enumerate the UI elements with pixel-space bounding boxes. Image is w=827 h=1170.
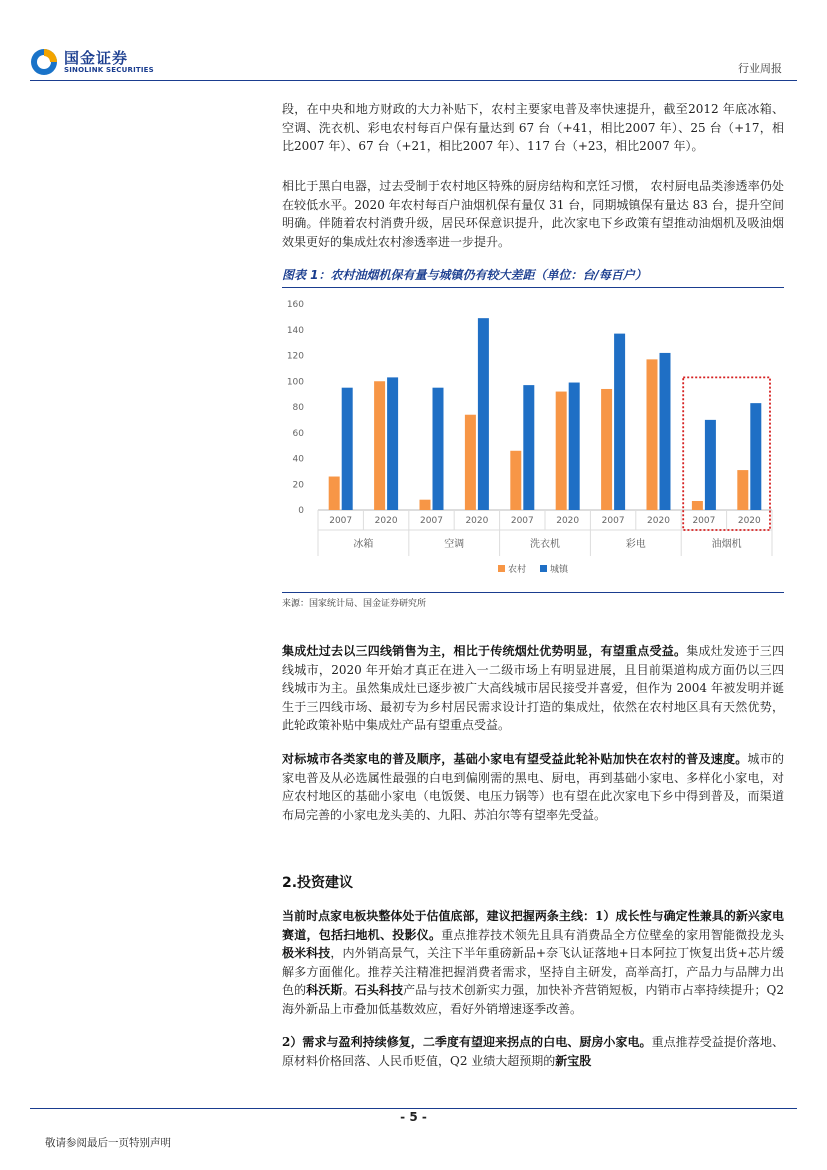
logo-text-en: SINOLINK SECURITIES bbox=[64, 66, 154, 74]
x-group-label: 空调 bbox=[444, 539, 465, 550]
bar-urban bbox=[660, 353, 671, 510]
bar-rural bbox=[465, 415, 476, 510]
figure-title: 图表 1：农村油烟机保有量与城镇仍有较大差距（单位：台/每百户） bbox=[282, 268, 647, 282]
bar-rural bbox=[420, 500, 431, 510]
report-type-label: 行业周报 bbox=[738, 62, 782, 75]
paragraph-5-text-3: 。 bbox=[342, 983, 355, 997]
paragraph-5-company-2: 科沃斯 bbox=[306, 983, 343, 997]
figure-title-divider bbox=[282, 287, 784, 288]
x-group-label: 油烟机 bbox=[711, 539, 742, 550]
y-tick-label: 20 bbox=[292, 480, 304, 491]
x-group-label: 冰箱 bbox=[353, 539, 374, 550]
x-tick-label: 2020 bbox=[647, 516, 670, 526]
paragraph-5-text-4: 产品与技术创新实力强，加快补齐营销短板，内销市占率持续提升；Q2 海外新品上市叠加低基数效应，看好外销增速逐季改善。 bbox=[282, 983, 784, 1016]
y-tick-label: 60 bbox=[292, 428, 304, 439]
bar-urban bbox=[433, 388, 444, 510]
x-tick-label: 2007 bbox=[420, 516, 443, 526]
bar-chart bbox=[282, 291, 778, 591]
bar-urban bbox=[750, 403, 761, 510]
paragraph-3-text: 集成灶发迹于三四线城市，2020 年开始才真正在进入一二级市场上有明显进展，且目前渠道构成方面仍以三四线城市为主。虽然集成灶已逐步被广大高线城市居民接受并喜爱，但作为 2004 年被发明并诞生于三四线市场、最初专为乡村居民需求设计打造的集成灶，依然在农村地区具有天然优势，此轮政策补贴中集成灶产品有望重点受益。 bbox=[282, 644, 784, 732]
y-tick-label: 0 bbox=[298, 506, 304, 516]
legend-label-rural: 农村 bbox=[508, 565, 527, 575]
bar-rural bbox=[510, 451, 521, 510]
legend-swatch-urban bbox=[540, 565, 547, 572]
bar-urban bbox=[614, 334, 625, 510]
x-tick-label: 2020 bbox=[737, 516, 761, 526]
paragraph-6-company: 新宝股 bbox=[555, 1053, 592, 1068]
bar-urban bbox=[705, 420, 716, 510]
paragraph-3-lead: 集成灶过去以三四线销售为主，相比于传统烟灶优势明显，有望重点受益。 bbox=[282, 644, 687, 658]
y-tick-label: 160 bbox=[286, 300, 304, 310]
bar-rural bbox=[374, 381, 385, 510]
x-tick-label: 2007 bbox=[510, 516, 534, 526]
bar-urban bbox=[569, 383, 580, 510]
logo-text-cn: 国金证券 bbox=[64, 49, 129, 67]
y-tick-label: 140 bbox=[286, 325, 304, 336]
bar-rural bbox=[692, 501, 703, 510]
y-tick-label: 80 bbox=[292, 403, 304, 413]
bar-urban bbox=[387, 377, 398, 510]
x-tick-label: 2007 bbox=[329, 516, 353, 526]
paragraph-6 bbox=[282, 1033, 784, 1070]
header-divider bbox=[30, 80, 797, 81]
paragraph-5-company-1: 极米科技 bbox=[282, 946, 331, 960]
x-group-label: 彩电 bbox=[625, 539, 646, 550]
paragraph-2-text: 相比于黑白电器，过去受制于农村地区特殊的厨房结构和烹饪习惯， 农村厨电品类渗透率仍处在较低水平。2020 年农村每百户油烟机保有量仅 31 台，同期城镇保有量达 83 台，提升空间明确。伴随着农村消费升级，居民环保意识提升，此次家电下乡政策有望推动油烟机及吸油烟效果更好的集成灶农村渗透率进一步提升。 bbox=[282, 179, 784, 249]
paragraph-4 bbox=[282, 750, 784, 824]
paragraph-1-text: 段，在中央和地方财政的大力补贴下，农村主要家电普及率快速提升，截至2012 年底冰箱、空调、洗衣机、彩电农村每百户保有量达到 67 台（+41，相比2007 年）、25 台（+17，相比2007 年）、67 台（+21，相比2007 年）、117 台（+23，相比2007 年）。 bbox=[282, 102, 784, 153]
paragraph-4-lead: 对标城市各类家电的普及顺序，基础小家电有望受益此轮补贴加快在农村的普及速度。 bbox=[282, 752, 748, 766]
bar-rural bbox=[647, 359, 658, 510]
paragraph-5 bbox=[282, 907, 784, 1018]
bar-urban bbox=[523, 385, 534, 510]
page-number: - 5 - bbox=[400, 1110, 427, 1124]
footer-disclaimer: 敬请参阅最后一页特别声明 bbox=[45, 1137, 171, 1149]
y-tick-label: 120 bbox=[286, 351, 304, 362]
bar-rural bbox=[601, 389, 612, 510]
x-tick-label: 2020 bbox=[465, 516, 489, 526]
bar-rural bbox=[556, 392, 567, 510]
bar-rural bbox=[737, 470, 748, 510]
paragraph-6-text: 重点推荐受益提价落地、原材料价格回落、人民币贬值，Q2 业绩大超预期的 bbox=[282, 1035, 784, 1068]
section-title: 2.投资建议 bbox=[282, 875, 354, 891]
paragraph-5-text-2: ，内外销高景气，关注下半年重磅新品+奈飞认证落地+日本阿拉丁恢复出货+芯片缓解多方面催化。推荐关注精准把握消费者需求，坚持自主研发，高举高打，产品力与品牌力出色的 bbox=[282, 946, 784, 997]
company-logo bbox=[30, 46, 160, 78]
x-group-label: 洗衣机 bbox=[530, 539, 560, 550]
x-tick-label: 2007 bbox=[692, 516, 716, 526]
paragraph-5-company-3: 石头科技 bbox=[354, 983, 404, 997]
bar-urban bbox=[478, 318, 489, 510]
paragraph-2 bbox=[282, 177, 784, 251]
paragraph-5-text: 重点推荐技术领先且具有消费品全方位壁垒的家用智能微投龙头 bbox=[441, 927, 784, 942]
chart-container bbox=[282, 291, 778, 591]
y-tick-label: 100 bbox=[286, 377, 304, 388]
paragraph-3 bbox=[282, 642, 784, 735]
bar-rural bbox=[329, 477, 340, 510]
paragraph-1 bbox=[282, 100, 784, 156]
x-tick-label: 2020 bbox=[374, 516, 398, 526]
figure-source: 来源：国家统计局、国金证券研究所 bbox=[282, 599, 427, 609]
logo-mark-icon bbox=[30, 48, 58, 76]
x-tick-label: 2007 bbox=[601, 516, 625, 526]
paragraph-4-text: 城市的家电普及从必选属性最强的白电到偏刚需的黑电、厨电，再到基础小家电、多样化小家电，对应农村地区的基础小家电（电饭煲、电压力锅等）也有望在此次家电下乡中得到普及，而渠道布局完善的小家电龙头美的、九阳、苏泊尔等有望率先受益。 bbox=[282, 752, 784, 822]
y-tick-label: 40 bbox=[292, 454, 304, 465]
legend-swatch-rural bbox=[498, 565, 505, 572]
x-tick-label: 2020 bbox=[556, 516, 580, 526]
paragraph-5-lead: 当前时点家电板块整体处于估值底部，建议把握两条主线：1）成长性与确定性兼具的新兴家电赛道，包括扫地机、投影仪。 bbox=[282, 909, 784, 942]
bar-urban bbox=[342, 388, 353, 510]
legend-label-urban: 城镇 bbox=[550, 565, 569, 575]
paragraph-6-lead: 2）需求与盈利持续修复，二季度有望迎来拐点的白电、厨房小家电。 bbox=[282, 1035, 652, 1049]
footer-divider bbox=[30, 1108, 797, 1109]
source-divider bbox=[282, 592, 784, 593]
